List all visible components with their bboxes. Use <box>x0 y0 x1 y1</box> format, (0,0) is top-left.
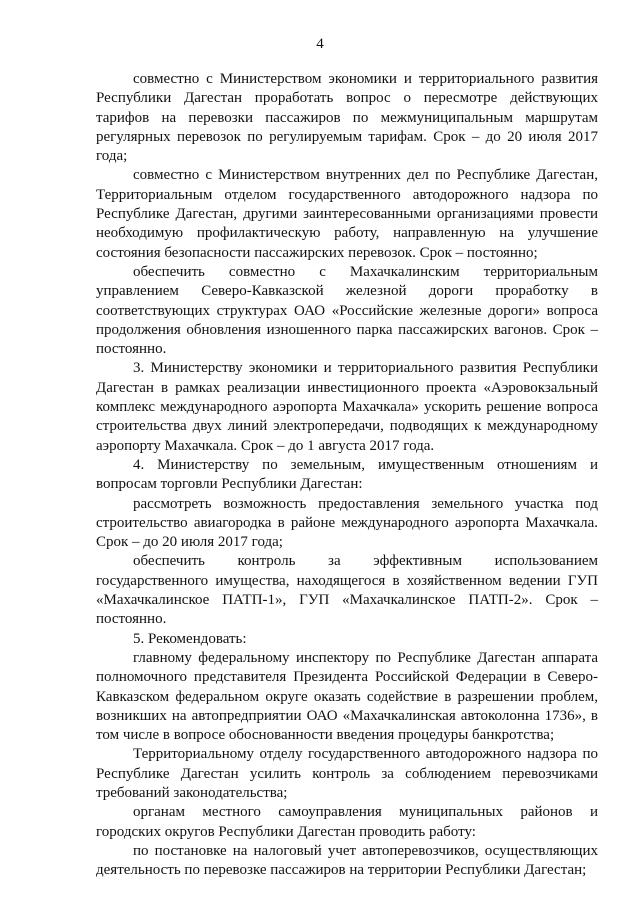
paragraph: по постановке на налоговый учет автоперевозчиков, осуществляющих деятельность по перевозке пассажиров на территории Республики Дагестан; <box>96 842 598 879</box>
paragraph: 3. Министерству экономики и территориального развития Республики Дагестан в рамках реализации инвестиционного проекта «Аэровокзальный комплекс международного аэропорта Махачкала» ускорить решение вопроса строительства двух линий электропередачи, подводящих к международному аэропорту Махачкала. Срок – до 1 августа 2017 года. <box>96 360 598 454</box>
paragraph: органам местного самоуправления муниципальных районов и городских округов Республики Дагестан проводить работу: <box>96 804 598 840</box>
paragraph: рассмотреть возможность предоставления земельного участка под строительство авиагородка в районе международного аэропорта Махачкала. Срок – до 20 июля 2017 года; <box>96 495 598 551</box>
paragraph: обеспечить контроль за эффективным использованием государственного имущества, находящегося в хозяйственном ведении ГУП «Махачкалинское ПАТП-1», ГУП «Махачкалинское ПАТП-2». Срок – постоянно. <box>96 553 598 628</box>
page-number: 4 <box>316 36 324 52</box>
paragraph: 5. Рекомендовать: <box>133 630 247 647</box>
paragraph: совместно с Министерством экономики и территориального развития Республики Дагестан проработать вопрос о пересмотре действующих тарифов на перевозки пассажиров по межмуниципальным маршрутам регулярных перевозок по регулируемым тарифам. Срок – до 20 июля 2017 года; <box>96 71 598 165</box>
paragraph: главному федеральному инспектору по Республике Дагестан аппарата полномочного представителя Президента Российской Федерации в Северо-Кавказском федеральном округе оказать содействие в разрешении проблем, возникших на автопредприятии ОАО «Махачкалинская автоколонна 1736», в том числе в вопросе обоснованности введения процедуры банкротства; <box>96 649 598 744</box>
document-body <box>96 70 598 880</box>
paragraph: совместно с Министерством внутренних дел по Республике Дагестан, Территориальным отделом государственного автодорожного надзора по Республике Дагестан, другими заинтересованными организациями провести необходимую профилактическую работу, направленную на улучшение состояния безопасности пассажирских перевозок. Срок – постоянно; <box>96 167 598 261</box>
paragraph: Территориальному отделу государственного автодорожного надзора по Республике Дагестан усилить контроль за соблюдением перевозчиками требований законодательства; <box>96 746 598 801</box>
paragraph: обеспечить совместно с Махачкалинским территориальным управлением Северо-Кавказской железной дороги проработку в соответствующих структурах ОАО «Российские железные дороги» вопроса продолжения обновления изношенного парка пассажирских вагонов. Срок – постоянно. <box>96 263 598 358</box>
paragraph: 4. Министерству по земельным, имущественным отношениям и вопросам торговли Республики Дагестан: <box>96 456 598 493</box>
